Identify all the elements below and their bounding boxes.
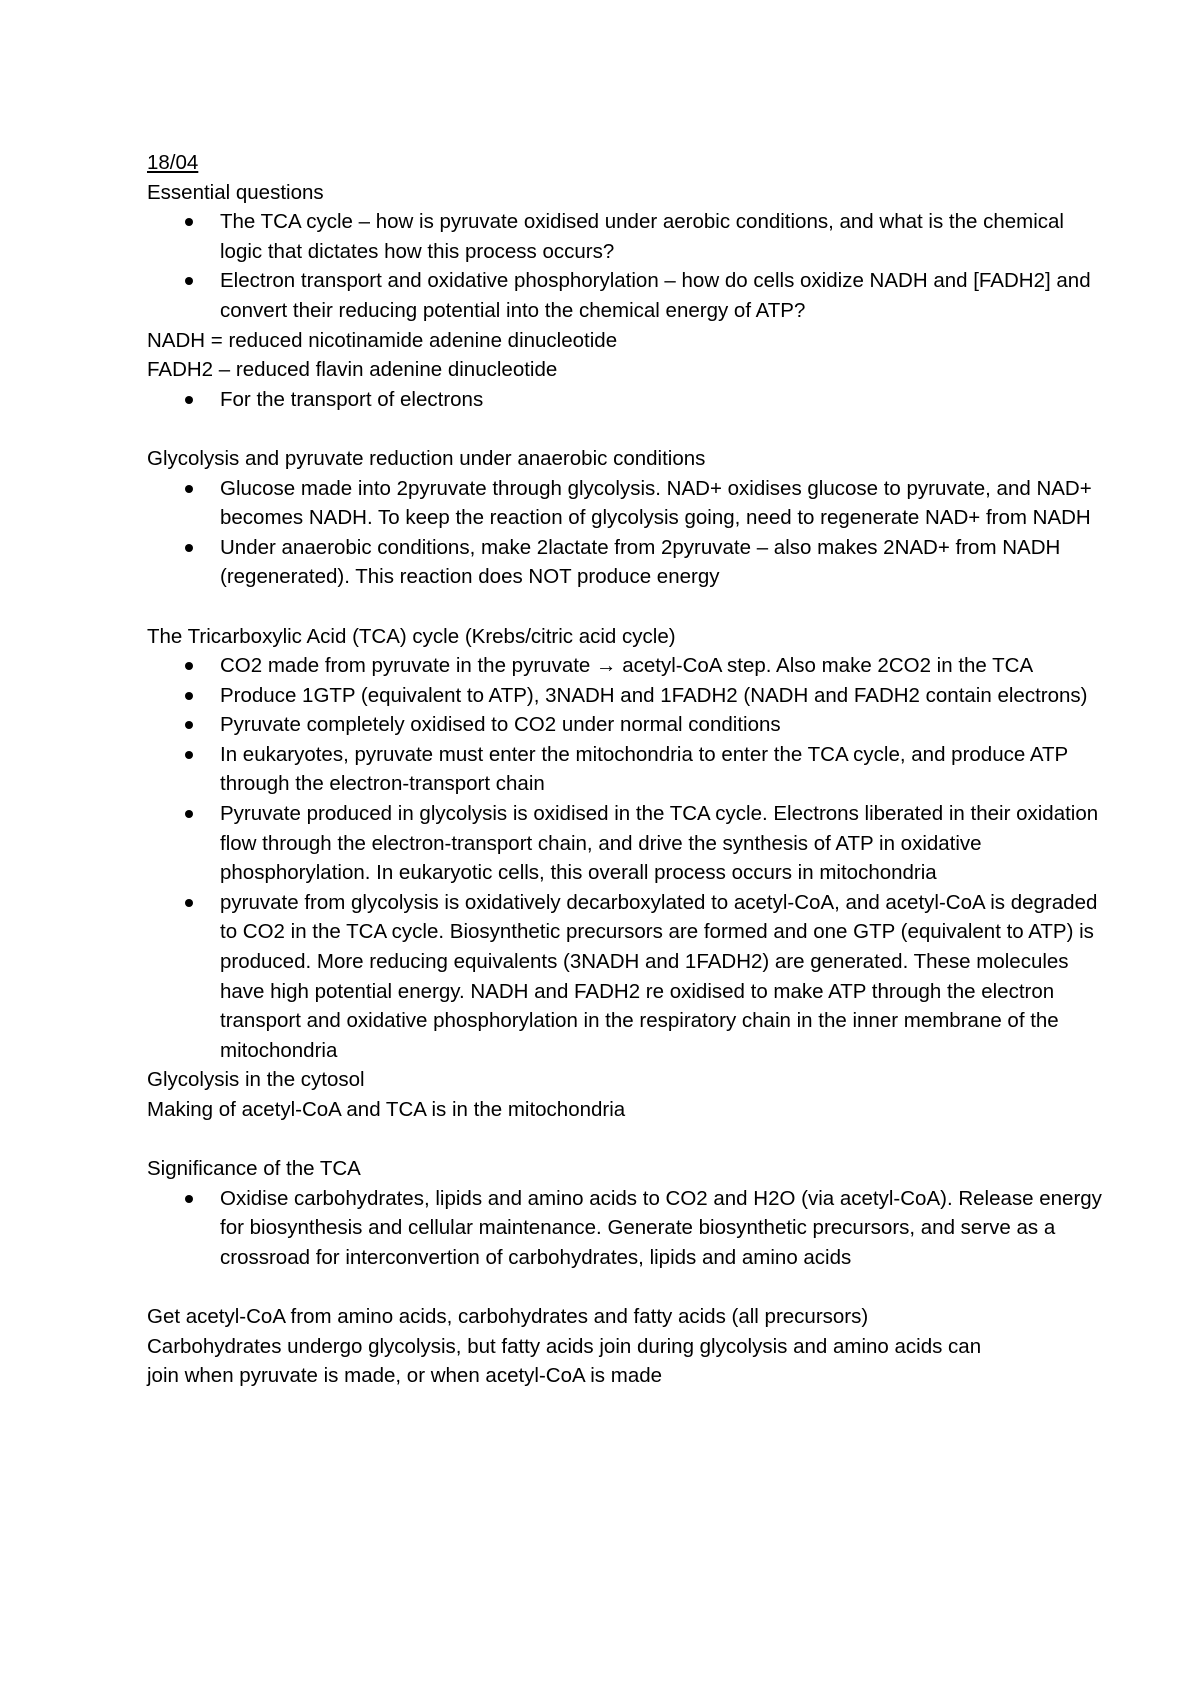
tca-list — [147, 651, 1107, 1065]
spacer — [147, 1273, 1107, 1303]
carbohydrate-glycolysis-note: Carbohydrates undergo glycolysis, but fatty acids join during glycolysis and amino acids can — [147, 1334, 982, 1358]
spacer — [147, 414, 1107, 444]
list-item: CO2 made from pyruvate in the pyruvate → acetyl-CoA step. Also make 2CO2 in the TCA — [147, 651, 1107, 681]
list-item: Produce 1GTP (equivalent to ATP), 3NADH and 1FADH2 (NADH and FADH2 contain electrons) — [147, 681, 1107, 711]
date-title: 18/04 — [147, 151, 199, 174]
list-item: Under anaerobic conditions, make 2lactate from 2pyruvate – also makes 2NAD+ from NADH (regenerated). This reaction does NOT produce energy — [147, 533, 1107, 592]
glycolysis-location-note: Glycolysis in the cytosol — [147, 1068, 365, 1092]
fadh2-definition: FADH2 – reduced flavin adenine dinucleotide — [147, 358, 558, 382]
electron-transport-list — [147, 385, 1107, 415]
list-item: For the transport of electrons — [147, 385, 1107, 415]
carbohydrate-glycolysis-note-cont: join when pyruvate is made, or when acetyl-CoA is made — [147, 1364, 663, 1388]
list-item: Electron transport and oxidative phosphorylation – how do cells oxidize NADH and [FADH2] and convert their reducing potential into the chemical energy of ATP? — [147, 266, 1107, 325]
glycolysis-list — [147, 474, 1107, 592]
list-item: Glucose made into 2pyruvate through glycolysis. NAD+ oxidises glucose to pyruvate, and NAD+ becomes NADH. To keep the reaction of glycolysis going, need to regenerate NAD+ from NADH — [147, 474, 1107, 533]
nadh-definition: NADH = reduced nicotinamide adenine dinucleotide — [147, 328, 618, 352]
list-item: In eukaryotes, pyruvate must enter the mitochondria to enter the TCA cycle, and produce ATP through the electron-transport chain — [147, 740, 1107, 799]
essential-questions-list — [147, 207, 1107, 325]
spacer — [147, 1125, 1107, 1155]
list-item: The TCA cycle – how is pyruvate oxidised under aerobic conditions, and what is the chemical logic that dictates how this process occurs? — [147, 207, 1107, 266]
acetyl-coa-sources: Get acetyl-CoA from amino acids, carbohydrates and fatty acids (all precursors) — [147, 1305, 869, 1329]
document-page — [147, 148, 1107, 1391]
tca-location-note: Making of acetyl-CoA and TCA is in the mitochondria — [147, 1098, 626, 1121]
list-item: pyruvate from glycolysis is oxidatively decarboxylated to acetyl-CoA, and acetyl-CoA is degraded to CO2 in the TCA cycle. Biosynthetic precursors are formed and one GTP (equivalent to ATP) is produced. More reducing equivalents (3NADH and 1FADH2) are generated. These molecules have high potential energy. NADH and FADH2 re oxidised to make ATP through the electron transport and oxidative phosphorylation in the respiratory chain in the inner membrane of the mitochondria — [147, 888, 1107, 1066]
glycolysis-heading: Glycolysis and pyruvate reduction under anaerobic conditions — [147, 446, 706, 470]
tca-heading: The Tricarboxylic Acid (TCA) cycle (Krebs/citric acid cycle) — [147, 624, 676, 648]
significance-list — [147, 1184, 1107, 1273]
significance-heading: Significance of the TCA — [147, 1157, 361, 1181]
list-item: Pyruvate produced in glycolysis is oxidised in the TCA cycle. Electrons liberated in their oxidation flow through the electron-transport chain, and drive the synthesis of ATP in oxidative phosphorylation. In eukaryotic cells, this overall process occurs in mitochondria — [147, 799, 1107, 888]
list-item: Oxidise carbohydrates, lipids and amino acids to CO2 and H2O (via acetyl-CoA). Release energy for biosynthesis and cellular maintenance. Generate biosynthetic precursors, and serve as a crossroad for interconvertion of carbohydrates, lipids and amino acids — [147, 1184, 1107, 1273]
spacer — [147, 592, 1107, 622]
list-item: Pyruvate completely oxidised to CO2 under normal conditions — [147, 710, 1107, 740]
essential-questions-heading: Essential questions — [147, 180, 324, 204]
